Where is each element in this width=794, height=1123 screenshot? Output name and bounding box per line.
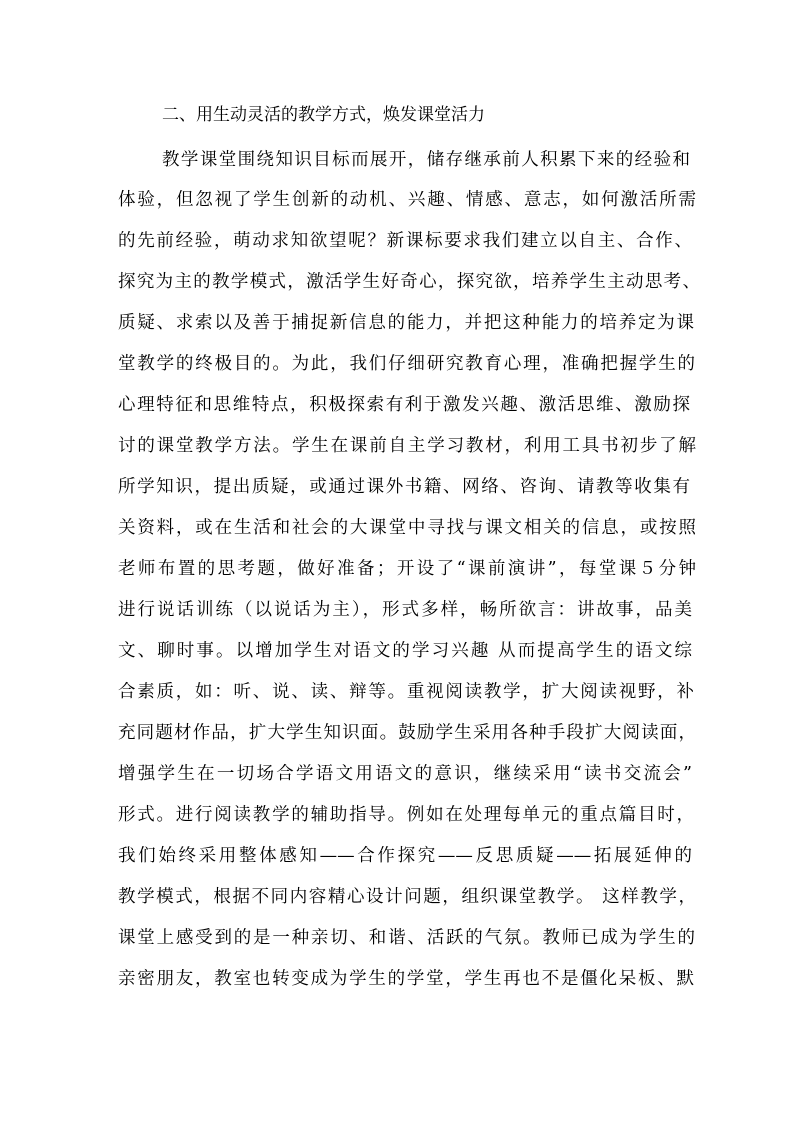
body-line-15: 充同题材作品，扩大学生知识面。鼓励学生采用各种手段扩大阅读面， [118, 723, 696, 743]
body-line-7: 心理特征和思维特点，积极探索有利于激发兴趣、激活思维、激励探 [118, 395, 690, 415]
body-line-3: 的先前经验，萌动求知欲望呢？新课标要求我们建立以自主、合作、 [118, 231, 692, 251]
body-line-11: 老师布置的思考题，做好准备；开设了“课前演讲”，每堂课５分钟 [118, 559, 696, 579]
body-line-21: 亲密朋友，教室也转变成为学生的学堂，学生再也不是僵化呆板、默 [118, 969, 694, 989]
body-line-18: 我们始终采用整体感知——合作探究——反思质疑——拓展延伸的 [118, 846, 692, 866]
body-line-10: 关资料，或在生活和社会的大课堂中寻找与课文相关的信息，或按照 [118, 518, 696, 538]
body-line-6: 堂教学的终极目的。为此，我们仔细研究教育心理，准确把握学生的 [118, 354, 695, 374]
body-line-12: 进行说话训练（以说话为主），形式多样，畅所欲言：讲故事，品美 [118, 600, 692, 620]
body-line-13: 文、聊时事。以增加学生对语文的学习兴趣 从而提高学生的语文综 [118, 641, 692, 661]
body-line-5: 质疑、求索以及善于捕捉新信息的能力，并把这种能力的培养定为课 [118, 313, 694, 333]
body-line-20: 课堂上感受到的是一种亲切、和谐、活跃的气氛。教师已成为学生的 [118, 928, 695, 948]
body-line-4: 探究为主的教学模式，激活学生好奇心，探究欲，培养学生主动思考、 [118, 272, 700, 292]
body-line-19: 教学模式，根据不同内容精心设计问题，组织课堂教学。 这样教学， [118, 887, 696, 907]
section-heading: 二、用生动灵活的教学方式，焕发课堂活力 [162, 105, 485, 125]
body-line-2: 体验，但忽视了学生创新的动机、兴趣、情感、意志，如何激活所需 [118, 190, 696, 210]
body-line-9: 所学知识，提出质疑，或通过课外书籍、网络、咨询、请教等收集有 [118, 477, 690, 497]
body-line-1: 教学课堂围绕知识目标而展开，储存继承前人积累下来的经验和 [162, 150, 690, 170]
body-line-16: 增强学生在一切场合学语文用语文的意识，继续采用“读书交流会” [118, 764, 692, 784]
body-line-14: 合素质，如：听、说、读、辩等。重视阅读教学，扩大阅读视野，补 [118, 682, 694, 702]
body-line-17: 形式。进行阅读教学的辅助指导。例如在处理每单元的重点篇目时， [118, 805, 694, 825]
body-line-8: 讨的课堂教学方法。学生在课前自主学习教材，利用工具书初步了解 [118, 436, 696, 456]
